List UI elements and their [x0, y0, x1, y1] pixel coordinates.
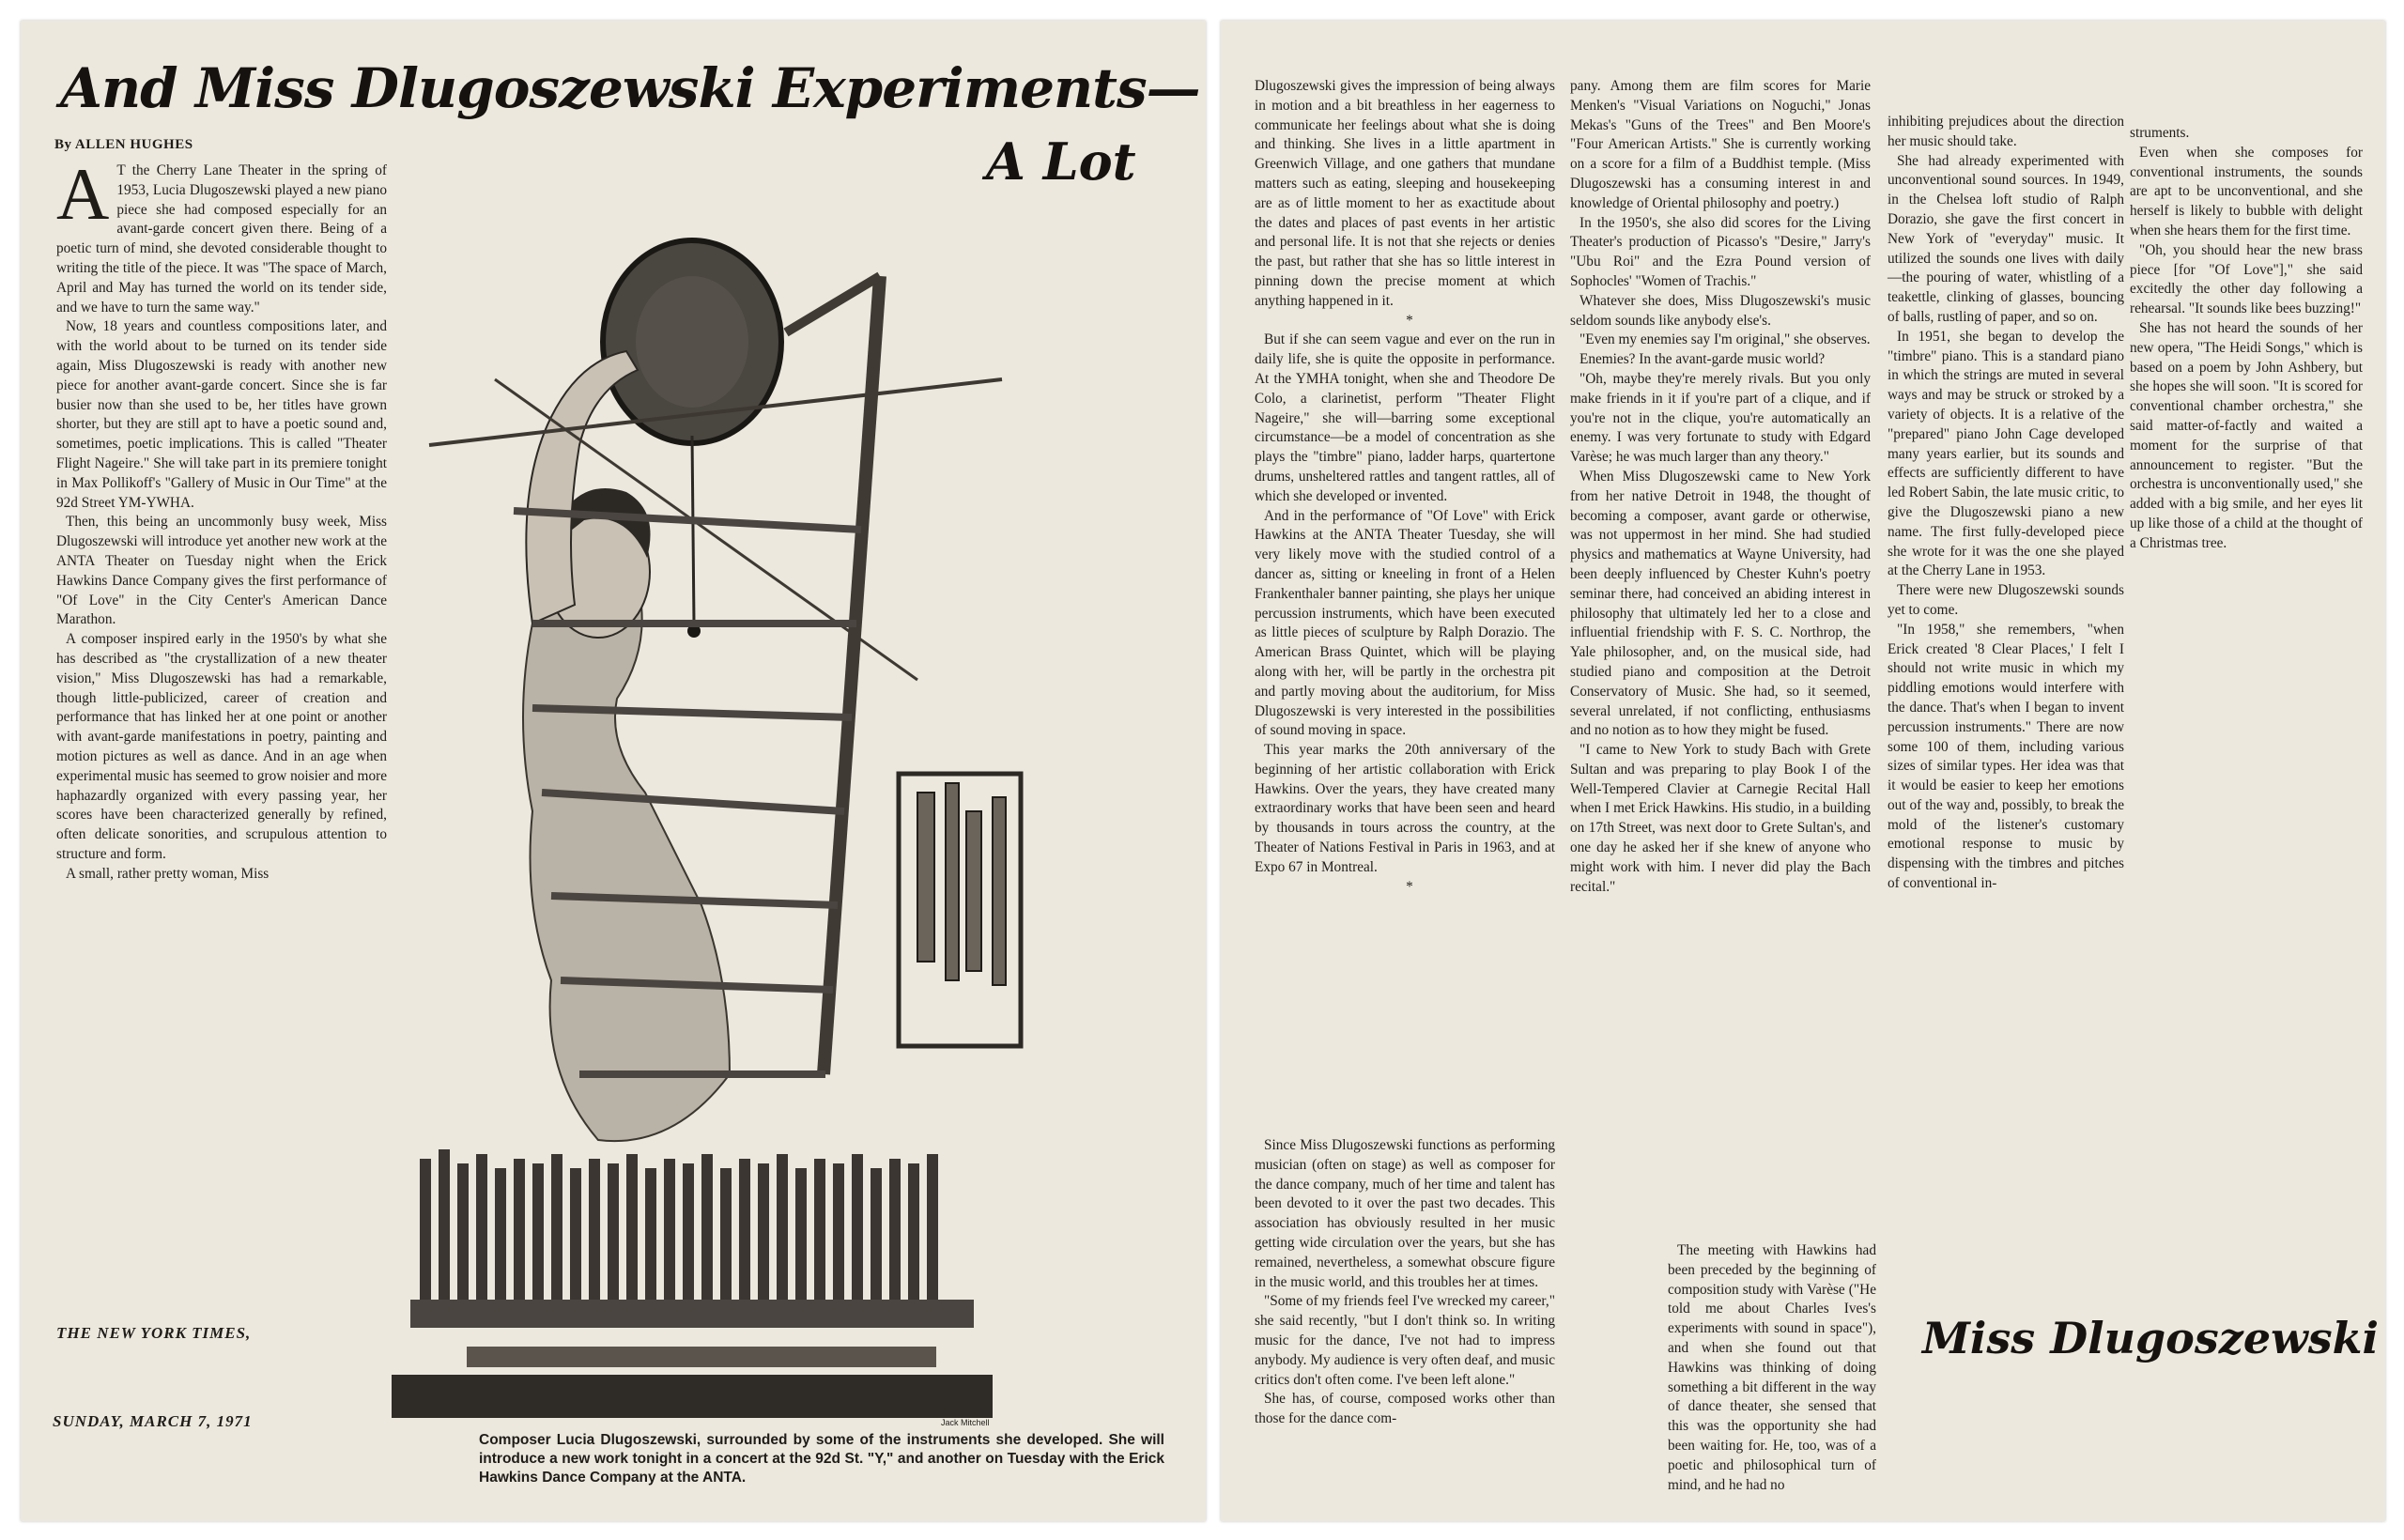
paragraph: A T the Cherry Lane Theater in the spring of 1953, Lucia Dlugoszewski played a new piano piece she had composed especially for an avant-garde concert given there. Being of a poetic turn of mind, she devoted considerable thought to writing the title of the piece. It was "The space of March, April and May has turned the world on its tender side, and we have to turn the same way." [56, 153, 387, 316]
paragraph: Enemies? In the avant-garde music world? [1580, 351, 1826, 368]
article-column-1 [56, 153, 387, 884]
headline: And Miss Dlugoszewski Experiments— [60, 56, 1200, 120]
paragraph: Whatever she does, Miss Dlugoszewski's music seldom sounds like anybody else's. [1570, 292, 1871, 329]
photo-credit: Jack Mitchell [941, 1418, 990, 1427]
left-clipping-page [21, 21, 1206, 1521]
paragraph: "I came to New York to study Bach with Grete Sultan and was preparing to play Book I of the Well-Tempered Clavier at Carnegie Recital Hall when I met Erick Hawkins. His studio, in a building on 17th Street, was next door to Grete Sultan's, and one day he asked her if she knew of anyone who might work with him. I never did play the Bach recital." [1570, 742, 1871, 895]
byline: By ALLEN HUGHES [54, 137, 193, 152]
right-clipping-page [1221, 21, 2385, 1521]
paragraph: "Some of my friends feel I've wrecked my career," she said recently, "but I don't think so. In writing music for the dance, I've not had to impress anybody. My audience is very often deaf, and music critics don't often come. I've been left alone." [1255, 1293, 1555, 1388]
paragraph: "Even my enemies say I'm original," she observes. [1580, 331, 1871, 348]
composer-photo [392, 135, 1169, 1418]
paragraph: inhibiting prejudices about the direction her music should take. [1888, 114, 2124, 149]
paragraph: She has not heard the sounds of her new opera, "The Heidi Songs," which is based on a poem by John Ashbery, but she hopes she will soon. "It is scored for conventional chamber orchestra," she said matter-of-factly and waited a moment for the surprise of that announcement to register. "But the orchestra is unconventionally used," she added with a big smile, and her eyes lit up like those of a child at the thought of a Christmas tree. [2130, 319, 2363, 551]
paragraph: "Oh, you should hear the new brass piece [for "Of Love"]," she said excitedly the other day following a rehearsal. "It sounds like bees buzzing!" [2130, 241, 2363, 317]
paragraph: She has, of course, composed works other than those for the dance com- [1255, 1391, 1555, 1427]
paragraph: Then, this being an uncommonly busy week, Miss Dlugoszewski will introduce yet another new work at the ANTA Theater on Tuesday night when the Erick Hawkins Dance Company gives the first performance of "Of Love" in the City Center's American Dance Marathon. [56, 514, 387, 628]
paragraph: In 1951, she began to develop the "timbre" piano. This is a standard piano in which the strings are muted in several ways and may be struck or stroked by a variety of objects. It is a relative of the "prepared" piano John Cage developed many years earlier, but its sounds and effects are sufficiently different to have led Robert Sabin, the late music critic, to give the Dlugoszewski piano a new name. The first fully-developed piece she wrote for it was the one she played at the Cherry Lane in 1953. [1888, 328, 2124, 579]
paragraph: When Miss Dlugoszewski came to New York from her native Detroit in 1948, the thought of becoming a composer, avant garde or otherwise, was not uppermost in her mind. She had studied physics and mathematics at Wayne University, had been deeply influenced by Chester Kuhn's poetry seminar there, had conceived an abiding interest in philosophy that ultimately led her to a close and influential friendship with F. S. C. Northrop, the Yale philosopher, and, on the musical side, had studied piano and composition at the Detroit Conservatory of Music. She had, so it seemed, several unrelated, if not conflicting, enthusiasms and no notion as to how they might be fused. [1570, 468, 1871, 739]
section-break: * [1406, 312, 1413, 329]
paragraph: A composer inspired early in the 1950's by what she has described as "the crystallization of a new theater vision," Miss Dlugoszewski has had a remarkable, though little-publicized, career of creation and performance that has linked her at one point or another with avant-garde manifestations in poetry, painting and motion pictures as well as dance. And in an age when experimental music has seemed to grow noisier and more haphazardly organized with every passing year, her scores have been characterized generally by refined, often delicate sonorities, and scrupulous attention to structure and form. [56, 631, 387, 862]
newspaper-source: THE NEW YORK TIMES, [56, 1324, 252, 1342]
paragraph: "Oh, maybe they're merely rivals. But you only make friends in it if you're part of a clique, and if you're not in the clique, you're automatically an enemy. I was very fortunate to study with Edgard Varèse; he was much larger than any theory." [1570, 370, 1871, 466]
paragraph: A small, rather pretty woman, Miss [66, 865, 270, 882]
paragraph: The meeting with Hawkins had been preceded by the beginning of composition study with Varèse ("He told me about Charles Ives's experiments with sound in space"), and when she found out that Hawkins was thinking of doing something a bit different in the way of dance theater, she sensed that this was the opportunity she had been waiting for. He, too, was of a poetic and philosophical turn of mind, and he had no [1668, 1242, 1876, 1493]
paragraph: She had already experimented with unconventional sound sources. In 1949, in the Chelsea loft studio of Ralph Dorazio, she gave the first concert in New York of "everyday" music. It utilized the sounds one lives with daily—the pouring of water, whistling of a teakettle, clinking of glasses, bouncing of balls, rustling of paper, and so on. [1888, 152, 2124, 325]
subject-name-heading: Miss Dlugoszewski [1922, 1313, 2379, 1363]
paragraph: This year marks the 20th anniversary of the beginning of her artistic collaboration with Erick Hawkins. Over the years, they have created many extraordinary works that have been seen and heard by thousands in tours across the country, at the Theater of Nations Festival in Paris in 1963, and at Expo 67 in Montreal. [1255, 742, 1555, 875]
paragraph: pany. Among them are film scores for Marie Menken's "Visual Variations on Noguchi," Jonas Mekas's "Guns of the Trees" and Ben Moore's "Four American Artists." She is currently working on a score for a film of a Buddhist temple. (Miss Dlugoszewski has a consuming interest in and knowledge of Oriental philosophy and poetry.) [1570, 78, 1871, 211]
paragraph: In the 1950's, she also did scores for the Living Theater's production of Picasso's "Desire," Jarry's "Ubu Roi" and the Ezra Pound version of Sophocles' "Women of Trachis." [1570, 214, 1871, 289]
article-column-4 [2130, 124, 2363, 554]
paragraph: And in the performance of "Of Love" with Erick Hawkins at the ANTA Theater Tuesday, she will very likely move with the studied control of a dancer as, sitting or kneeling in front of a Helen Frankenthaler banner painting, she plays her unique percussion instruments, which have been executed as little pieces of sculpture by Ralph Dorazio. The American Brass Quintet, which will be playing along with her, will be partly in the orchestra pit and partly moving about the auditorium, for Miss Dlugoszewski is very interested in the possibilities of sound moving in space. [1255, 507, 1555, 739]
headline-continued: A Lot [986, 131, 1136, 192]
paragraph: "In 1958," she remembers, "when Erick created '8 Clear Places,' I felt I should not write music in which my piddling emotions would interfere with the dance. That's when I began to invent percussion instruments." There are now some 100 of them, including various sizes of similar types. Her idea was that it would be easier to keep her emotions out of the way and, possibly, to break the mold of the listener's customary emotional response to music by dispensing with the timbres and pitches of conventional in- [1888, 621, 2124, 892]
article-column-3b [1668, 1241, 1876, 1495]
article-column-1 [1255, 77, 1555, 897]
paragraph: But if she can seem vague and ever on the run in daily life, she is quite the opposite in performance. At the YMHA tonight, when she and Theodore De Colo, a clarinetist, perform "Theater Flight Nageire," she will—barring some exceptional circumstance—be a model of concentration as she plays the "timbre" piano, ladder harps, quartertone drums, unsheltered rattles and tangent rattles, all of which she developed or invented. [1255, 331, 1555, 504]
paragraph: Now, 18 years and countless compositions later, and with the world about to be turned on its tender side again, Miss Dlugoszewski is ready with another new piece for another avant-garde concert. Since she is far busier now than she used to be, her titles have grown shorter, but they are still apt to have a poetic sound and, sometimes, poetic implications. This is called "Theater Flight Nageire." She will take part in its premiere tonight in Max Pollikoff's "Gallery of Music in Our Time" at the 92d Street YM-YWHA. [56, 318, 387, 511]
paragraph: Since Miss Dlugoszewski functions as performing musician (often on stage) as well as composer for the dance company, much of her time and talent has been devoted to it over the past two decades. This association has obviously resulted in her music getting wide circulation over the years, but she has remained, nevertheless, a somewhat obscure figure in the music world, and this troubles her at times. [1255, 1137, 1555, 1290]
photo-caption: Composer Lucia Dlugoszewski, surrounded by some of the instruments she developed. She will introduce a new work tonight in a concert at the 92d St. "Y," and another on Tuesday with the Erick Hawkins Dance Company at the ANTA. [479, 1432, 1164, 1486]
drop-cap: A [56, 153, 110, 235]
paragraph: struments. [2130, 125, 2190, 141]
section-break: * [1406, 878, 1413, 895]
article-column-3 [1888, 113, 2124, 894]
paragraph: There were new Dlugoszewski sounds yet to come. [1888, 582, 2124, 618]
publication-date: SUNDAY, MARCH 7, 1971 [53, 1412, 253, 1430]
paragraph: Dlugoszewski gives the impression of being always in motion and a bit breathless in her eagerness to communicate her feelings about what she is doing and thinking. She lives in a little apartment in Greenwich Village, and one gathers that mundane matters such as eating, sleeping and housekeeping are as of little moment to her as exactitude about the dates and places of past events in her artistic and personal life. It is not that she rejects or denies the past, but rather that she has so little interest in pinning down the precise moment at which anything happened in it. [1255, 78, 1555, 309]
article-column-2 [1570, 77, 1871, 897]
article-column-1b [1255, 1136, 1555, 1429]
paragraph: Even when she composes for conventional instruments, the sounds are apt to be unconventional, and she herself is likely to bubble with delight when she hears them for the first time. [2130, 144, 2363, 239]
